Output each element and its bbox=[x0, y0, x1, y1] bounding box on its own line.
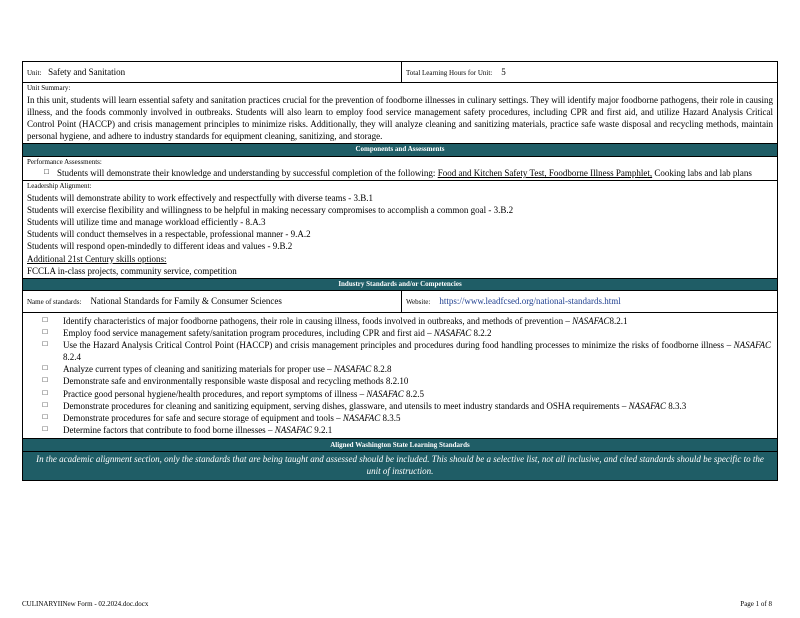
components-header: Components and Assessments bbox=[23, 144, 778, 156]
performance-cell bbox=[23, 156, 778, 181]
standard-item: □ Demonstrate safe and environmentally responsible waste disposal and recycling methods 8.2.10 bbox=[27, 375, 771, 387]
aligned-note: In the academic alignment section, only the standards that are being taught and assessed should be included. This should be a selective list, not all inclusive, and cited standards should be specific to the unit of instruction. bbox=[23, 451, 778, 480]
leadership-label: Leadership Alignment: bbox=[27, 182, 92, 191]
performance-text: Students will demonstrate their knowledge and understanding by successful completion of the following: bbox=[57, 168, 436, 179]
performance-bullet bbox=[27, 167, 773, 179]
hours-label: Total Learning Hours for Unit: bbox=[406, 69, 493, 77]
bullet-icon: □ bbox=[42, 314, 48, 324]
unit-label: Unit: bbox=[27, 69, 42, 77]
performance-row bbox=[23, 156, 778, 181]
unit-cell bbox=[23, 62, 402, 83]
standard-item: □ Analyze current types of cleaning and sanitizing materials for proper use – NASAFAC 8.2.8 bbox=[27, 363, 771, 375]
unit-table bbox=[22, 61, 778, 481]
summary-cell bbox=[23, 83, 778, 144]
standards-name-row bbox=[23, 291, 778, 312]
hours-value: 5 bbox=[501, 67, 506, 77]
standard-item: □ Practice good personal hygiene/health procedures, and report symptoms of illness – NASAFAC 8.2.5 bbox=[27, 388, 771, 400]
hours-cell bbox=[402, 62, 778, 83]
standards-list-cell bbox=[23, 312, 778, 438]
skills-options-label: Additional 21st Century skills options: bbox=[27, 253, 167, 264]
skills-options-text: FCCLA in-class projects, community service, competition bbox=[27, 265, 237, 276]
performance-linked[interactable]: Food and Kitchen Safety Test, Foodborne Illness Pamphlet, bbox=[437, 168, 653, 179]
page-footer bbox=[22, 600, 778, 608]
bullet-icon: □ bbox=[42, 387, 48, 397]
bullet-icon: □ bbox=[42, 399, 48, 409]
leadership-item: Students will respond open-mindedly to different ideas and values - 9.B.2 bbox=[27, 241, 293, 252]
unit-name: Safety and Sanitation bbox=[48, 67, 126, 77]
competencies-header: Industry Standards and/or Competencies bbox=[23, 278, 778, 290]
performance-rest: Cooking labs and lab plans bbox=[654, 168, 752, 179]
standards-list bbox=[27, 315, 771, 436]
leadership-item: Students will demonstrate ability to work effectively and respectfully with diverse teams - 3.B.1 bbox=[27, 192, 374, 203]
bullet-icon: □ bbox=[42, 339, 48, 349]
standard-item: □ Determine factors that contribute to food borne illnesses – NASAFAC 9.2.1 bbox=[27, 424, 771, 436]
standard-item: □ Use the Hazard Analysis Critical Control Point (HACCP) and crisis management principles and procedures during food handling processes to minimize the risks of foodborne illness – NASAFAC 8.2.4 bbox=[27, 339, 771, 363]
bullet-icon: □ bbox=[42, 411, 48, 421]
standard-item: □ Demonstrate procedures for cleaning and sanitizing equipment, serving dishes, glassware, and utensils to meet industry standards and OSHA requirements – NASAFAC 8.3.3 bbox=[27, 400, 771, 412]
standard-item: □ Employ food service management safety/sanitation program procedures, including CPR and first aid – NASAFAC 8.2.2 bbox=[27, 327, 771, 339]
leadership-cell bbox=[23, 181, 778, 278]
document-page bbox=[22, 61, 778, 481]
leadership-item: Students will exercise flexibility and willingness to be helpful in making necessary compromises to accomplish a common goal - 3.B.2 bbox=[27, 205, 514, 216]
standards-list-row bbox=[23, 312, 778, 438]
standard-item: □ Demonstrate procedures for safe and secure storage of equipment and tools – NASAFAC 8.3.5 bbox=[27, 412, 771, 424]
summary-row bbox=[23, 83, 778, 144]
website-link[interactable]: https://www.leadfcsed.org/national-standards.html bbox=[439, 296, 621, 307]
leadership-item: Students will utilize time and manage workload efficiently - 8.A.3 bbox=[27, 217, 266, 228]
standards-name-label: Name of standards: bbox=[27, 298, 82, 307]
website-label: Website: bbox=[406, 298, 431, 307]
bullet-icon: □ bbox=[42, 424, 48, 434]
standard-item: □ Identify characteristics of major foodborne pathogens, their role in causing illness, foods involved in outbreaks, and methods of prevention – NASAFAC8.2.1 bbox=[27, 315, 771, 327]
standards-name-cell bbox=[23, 291, 402, 312]
aligned-header: Aligned Washington State Learning Standards bbox=[23, 439, 778, 451]
bullet-icon: □ bbox=[42, 375, 48, 385]
aligned-header-row bbox=[23, 439, 778, 451]
bullet-icon: □ bbox=[44, 167, 49, 177]
bullet-icon: □ bbox=[42, 326, 48, 336]
leadership-row bbox=[23, 181, 778, 278]
components-header-row bbox=[23, 144, 778, 156]
standards-name-value: National Standards for Family & Consumer Sciences bbox=[90, 296, 282, 307]
summary-text: In this unit, students will learn essential safety and sanitation practices crucial for the prevention of foodborne illnesses in culinary settings. They will identify major foodborne pathogens, their role in causing illness, and the foods commonly involved in outbreaks. Students will also learn to employ food service management safety procedures, including CPR and first aid, and utilize Hazard Analysis Critical Control Point (HACCP) and crisis management principles to minimize risks. Additionally, they will analyze cleaning and sanitizing materials, practice safe waste disposal and recycling methods, maintain personal hygiene, and adhere to industry standards for equipment cleaning, sanitizing, and storage. bbox=[27, 94, 773, 142]
footer-page-number: Page 1 of 8 bbox=[740, 600, 772, 608]
footer-filename: CULINARYIINew Form - 02.2024.doc.docx bbox=[22, 600, 149, 608]
unit-row bbox=[23, 62, 778, 83]
competencies-header-row bbox=[23, 278, 778, 290]
leadership-item: Students will conduct themselves in a respectable, professional manner - 9.A.2 bbox=[27, 229, 311, 240]
website-cell bbox=[402, 291, 778, 312]
performance-label: Performance Assessments: bbox=[27, 157, 102, 166]
aligned-note-row bbox=[23, 451, 778, 480]
bullet-icon: □ bbox=[42, 363, 48, 373]
summary-label: Unit Summary: bbox=[27, 84, 71, 93]
